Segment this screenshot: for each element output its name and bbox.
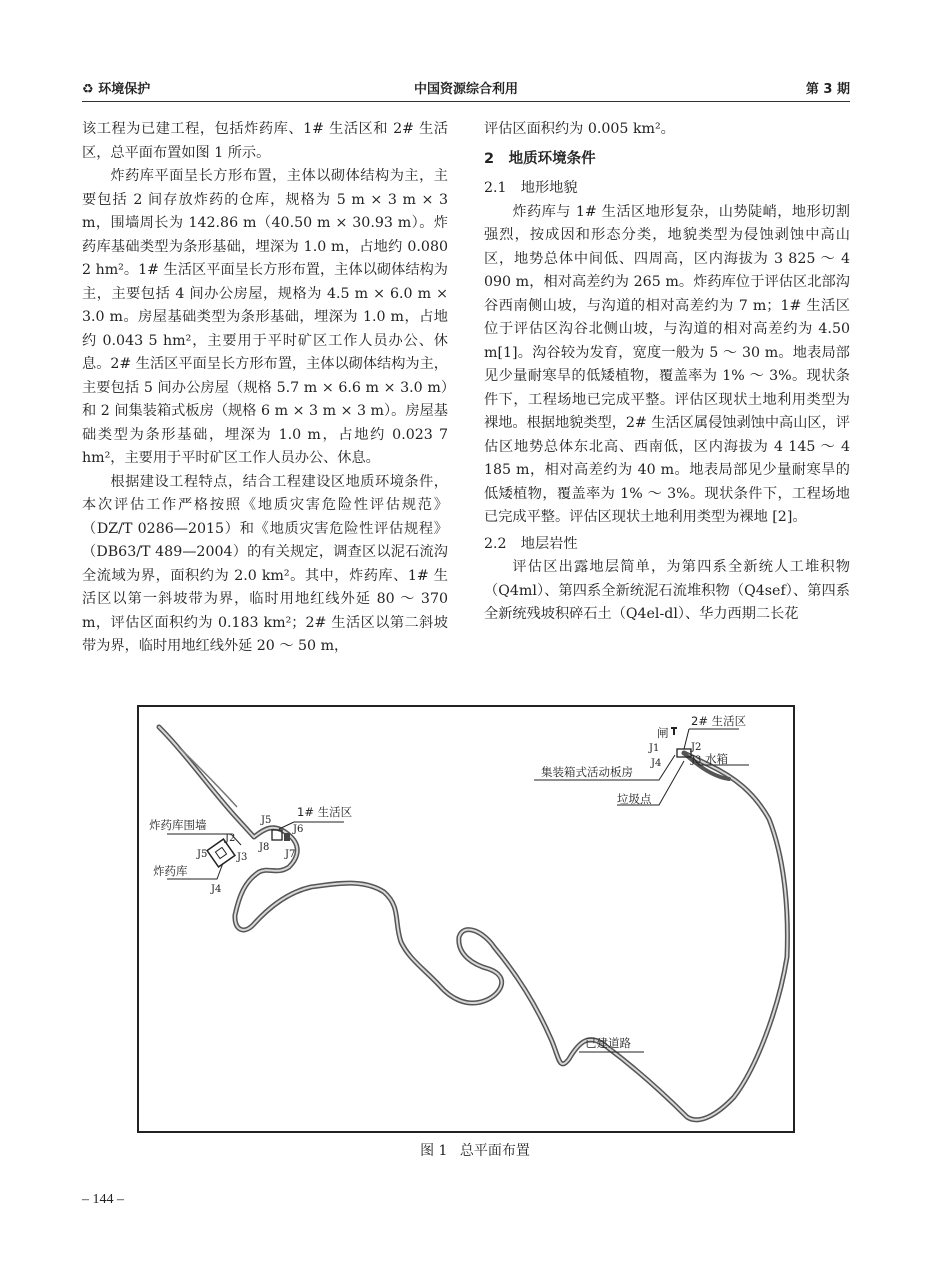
figure-caption: [0, 1140, 950, 1160]
container-label: 集装箱式活动板房: [541, 765, 633, 779]
figure-number: 图 1: [420, 1143, 448, 1159]
point-j1-camp2: J1: [649, 743, 660, 754]
point-j3-camp2: J3: [691, 755, 702, 766]
road-label: 已建道路: [585, 1036, 631, 1050]
journal-title: 中国资源综合利用: [413, 82, 518, 97]
camp2-label: 2# 生活区: [691, 714, 747, 728]
subsection-heading: 2.1 地形地貌: [484, 180, 578, 196]
built-road: [159, 727, 787, 1120]
point-j5-camp1: J5: [261, 815, 272, 826]
point-j5-magazine: J5: [197, 849, 208, 860]
point-j6-camp1: J6: [293, 824, 304, 835]
section-name: 环境保护: [98, 82, 151, 97]
recycle-icon: ♻: [82, 82, 94, 97]
site-map: [139, 707, 793, 1131]
running-header: [82, 78, 850, 100]
point-j2-camp2: J2: [691, 742, 702, 753]
issue-number: 第 3 期: [805, 82, 850, 97]
point-j4-camp2: J4: [651, 758, 662, 769]
point-j8-camp1: J8: [259, 842, 270, 853]
magazine-label: 炸药库: [153, 864, 188, 878]
paragraph: 根据建设工程特点，结合工程建设区地质环境条件，本次评估工作严格按照《地质灾害危险性评估规范》（DZ/T 0286—2015）和《地质灾害危险性评估规程》（DB63/T 489—2004）的有关规定，调查区以泥石流沟全流域为界，面积约为 2.0 km²。其中，炸药库、1# 生活区以第一斜坡带为界，临时用地红线外延 80 ～ 370 m，评估区面积约为 0.183 km²；2# 生活区以第二斜坡带为界，临时用地红线外延 20 ～ 50 m，: [82, 473, 448, 654]
leader-lines: [167, 729, 749, 1052]
site-layout-figure: [137, 705, 795, 1133]
subsection-heading: 2.2 地层岩性: [484, 535, 578, 552]
point-j4-magazine: J4: [211, 884, 222, 895]
right-column: [484, 118, 850, 627]
paragraph: 该工程为已建工程，包括炸药库、1# 生活区和 2# 生活区，总平面布置如图 1 所示。: [82, 121, 448, 161]
section-heading: 2 地质环境条件: [484, 150, 596, 167]
point-j7-camp1: J7: [285, 849, 296, 860]
paragraph: 炸药库与 1# 生活区地形复杂，山势陡峭，地形切割强烈，按成因和形态分类，地貌类型为侵蚀剥蚀中高山区，地势总体中间低、四周高，区内海拔为 3 825 ～ 4 090 m，相对高差约为 265 m。炸药库位于评估区北部沟谷西南侧山坡，与沟道的相对高差约为 7 m；1# 生活区位于评估区沟谷北侧山坡，与沟道的相对高差约为 4.50 m[1]。沟谷较为发育，宽度一般为 5 ～ 30 m。地表局部见少量耐寒旱的低矮植物，覆盖率为 1% ～ 3%。现状条件下，工程场地已完成平整。评估区现状土地利用类型为裸地。根据地貌类型，2# 生活区属侵蚀剥蚀中高山区，评估区地势总体东北高、西南低，区内海拔为 4 145 ～ 4 185 m，相对高差约为 40 m。地表局部见少量耐寒旱的低矮植物，覆盖率为 1% ～ 3%。现状条件下，工程场地已完成平整。评估区现状土地利用类型为裸地 [2]。: [484, 203, 850, 525]
figure-title: 总平面布置: [459, 1143, 530, 1159]
camp1-label: 1# 生活区: [297, 805, 353, 819]
gate-label: 闸: [657, 726, 669, 740]
point-j3-magazine: J3: [237, 852, 248, 863]
point-j2-magazine: J2: [225, 833, 236, 844]
water-tank-label: 水箱: [705, 752, 728, 766]
garbage-point-label: 垃圾点: [617, 792, 652, 806]
paragraph: 炸药库平面呈长方形布置，主体以砌体结构为主，主要包括 2 间存放炸药的仓库，规格为 5 m × 3 m × 3 m，围墙周长为 142.86 m（40.50 m × 30.93 m）。炸药库基础类型为条形基础，埋深为 1.0 m，占地约 0.080 2 hm²。1# 生活区平面呈长方形布置，主体以砌体结构为主，主要包括 4 间办公房屋，规格为 4.5 m × 6.0 m × 3.0 m。房屋基础类型为条形基础，埋深为 1.0 m，占地约 0.043 5 hm²，主要用于平时矿区工作人员办公、休息。2# 生活区平面呈长方形布置，主体以砌体结构为主，主要包括 5 间办公房屋（规格 5.7 m × 6.6 m × 3.0 m）和 2 间集装箱式板房（规格 6 m × 3 m × 3 m）。房屋基础类型为条形基础，埋深为 1.0 m，占地约 0.023 7 hm²，主要用于平时矿区工作人员办公、休息。: [82, 168, 448, 466]
paragraph: 评估区出露地层简单，为第四系全新统人工堆积物（Q4ml）、第四系全新统泥石流堆积物（Q4sef）、第四系全新统残坡积碎石土（Q4el-dl）、华力西期二长花: [484, 559, 850, 622]
page-number: – 144 –: [82, 1192, 124, 1207]
paragraph: 评估区面积约为 0.005 km²。: [484, 121, 675, 137]
left-column: [82, 118, 448, 659]
magazine-wall-label: 炸药库围墙: [149, 818, 207, 832]
header-rule: [82, 101, 850, 102]
